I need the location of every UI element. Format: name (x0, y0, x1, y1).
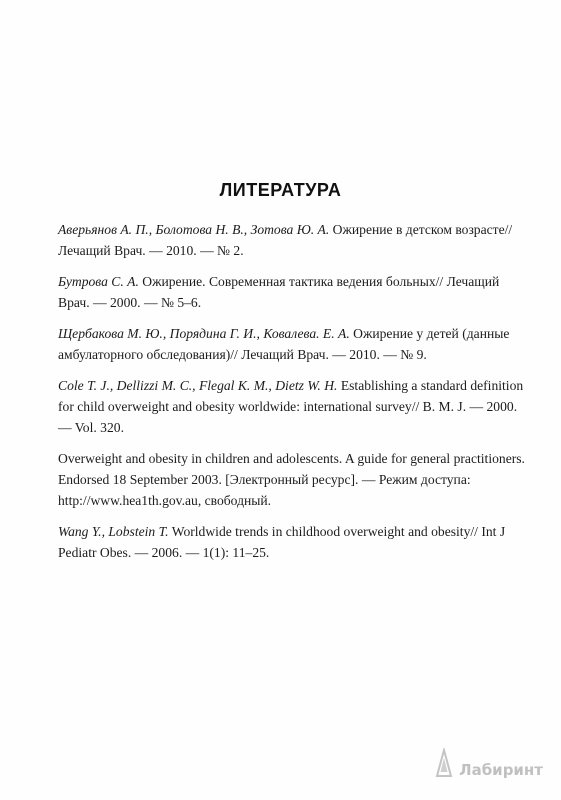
reference-authors: Аверьянов А. П., Болотова Н. В., Зотова Ю. А. (58, 222, 330, 237)
reference-text: Worldwide trends in childhood overweight and obesity// Int J Pediatr Obes. — 2006. — 1(1): 11–25. (58, 524, 506, 560)
reference-text: Overweight and obesity in children and adolescents. A guide for general practitioners. Endorsed 18 September 2003. [Электронный ресурс]. — Режим доступа: http://www.hea1th.gov.au, свободный. (58, 451, 525, 508)
reference-item (58, 521, 526, 563)
reference-text: Ожирение у детей (данные амбулаторного обследования)// Лечащий Врач. — 2010. — № 9. (58, 326, 510, 362)
page-title: ЛИТЕРАТУРА (219, 180, 342, 200)
reference-authors: Бутрова С. А. (58, 274, 139, 289)
reference-list (58, 219, 526, 573)
reference-item (58, 271, 526, 313)
reference-item (58, 323, 526, 365)
watermark-text: Лабиринт (459, 761, 543, 779)
reference-item (58, 219, 526, 261)
reference-text: Ожирение в детском возрасте// Лечащий Врач. — 2010. — № 2. (58, 222, 513, 258)
labirint-watermark (433, 748, 543, 778)
reference-authors: Щербакова М. Ю., Порядина Г. И., Ковалева. Е. А. (58, 326, 350, 341)
reference-authors: Wang Y., Lobstein T. (58, 524, 169, 539)
labyrinth-logo-icon (433, 748, 455, 778)
reference-text: Ожирение. Современная тактика ведения больных// Лечащий Врач. — 2000. — № 5–6. (58, 274, 500, 310)
reference-item (58, 375, 526, 438)
reference-authors: Cole T. J., Dellizzi M. C., Flegal K. M., Dietz W. H. (58, 378, 338, 393)
reference-text: Establishing a standard definition for child overweight and obesity worldwide: international survey// B. M. J. — 2000. — Vol. 320. (58, 378, 524, 435)
reference-item (58, 448, 526, 511)
